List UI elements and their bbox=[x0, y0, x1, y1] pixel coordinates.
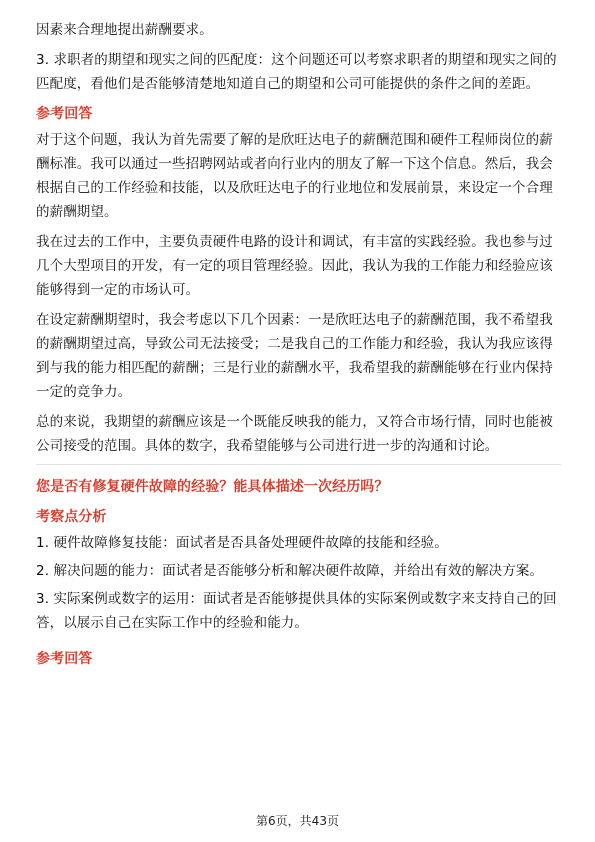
answer-paragraph: 我在过去的工作中，主要负责硬件电路的设计和调试，有丰富的实践经验。我也参与过几个大型项目的开发，有一定的项目管理经验。因此，我认为我的工作能力和经验应该能够得到一定的市场认可。 bbox=[36, 234, 553, 298]
analysis-point-3: 3. 求职者的期望和现实之间的匹配度：这个问题还可以考察求职者的期望和现实之间的匹配度，看他们是否能够清楚地知道自己的期望和公司可能提供的条件之间的差距。 bbox=[36, 52, 557, 92]
answer-paragraph: 对于这个问题，我认为首先需要了解的是欣旺达电子的薪酬范围和硬件工程师岗位的薪酬标准。我可以通过一些招聘网站或者向行业内的朋友了解一下这个信息。然后，我会根据自己的工作经验和技能，以及欣旺达电子的行业地位和发展前景，来设定一个合理的薪酬期望。 bbox=[36, 132, 553, 220]
analysis-heading: 考察点分析 bbox=[36, 509, 107, 525]
answer-paragraph: 在设定薪酬期望时，我会考虑以下几个因素：一是欣旺达电子的薪酬范围，我不希望我的薪酬期望过高，导致公司无法接受；二是我自己的工作能力和经验，我认为我应该得到与我的能力相匹配的薪酬；三是行业的薪酬水平，我希望我的薪酬能够在行业内保持一定的竞争力。 bbox=[36, 312, 553, 400]
reference-answer-heading: 参考回答 bbox=[36, 106, 93, 122]
reference-answer-heading-2: 参考回答 bbox=[36, 651, 93, 667]
interview-question: 您是否有修复硬件故障的经验？能具体描述一次经历吗？ bbox=[36, 479, 389, 495]
section-divider bbox=[36, 464, 561, 465]
page-number-footer: 第6页，共43页 bbox=[256, 814, 339, 828]
answer-paragraph: 总的来说，我期望的薪酬应该是一个既能反映我的能力，又符合市场行情，同时也能被公司接受的范围。具体的数字，我希望能够与公司进行进一步的沟通和讨论。 bbox=[36, 414, 553, 454]
page-content bbox=[36, 18, 561, 673]
analysis-item: 3. 实际案例或数字的运用：面试者是否能够提供具体的实际案例或数字来支持自己的回答，以展示自己在实际工作中的经验和能力。 bbox=[36, 591, 557, 631]
analysis-item: 1. 硬件故障修复技能：面试者是否具备处理硬件故障的技能和经验。 bbox=[36, 535, 448, 551]
analysis-item: 2. 解决问题的能力：面试者是否能够分析和解决硬件故障，并给出有效的解决方案。 bbox=[36, 563, 544, 579]
continuation-text: 因素来合理地提出薪酬要求。 bbox=[36, 22, 213, 38]
